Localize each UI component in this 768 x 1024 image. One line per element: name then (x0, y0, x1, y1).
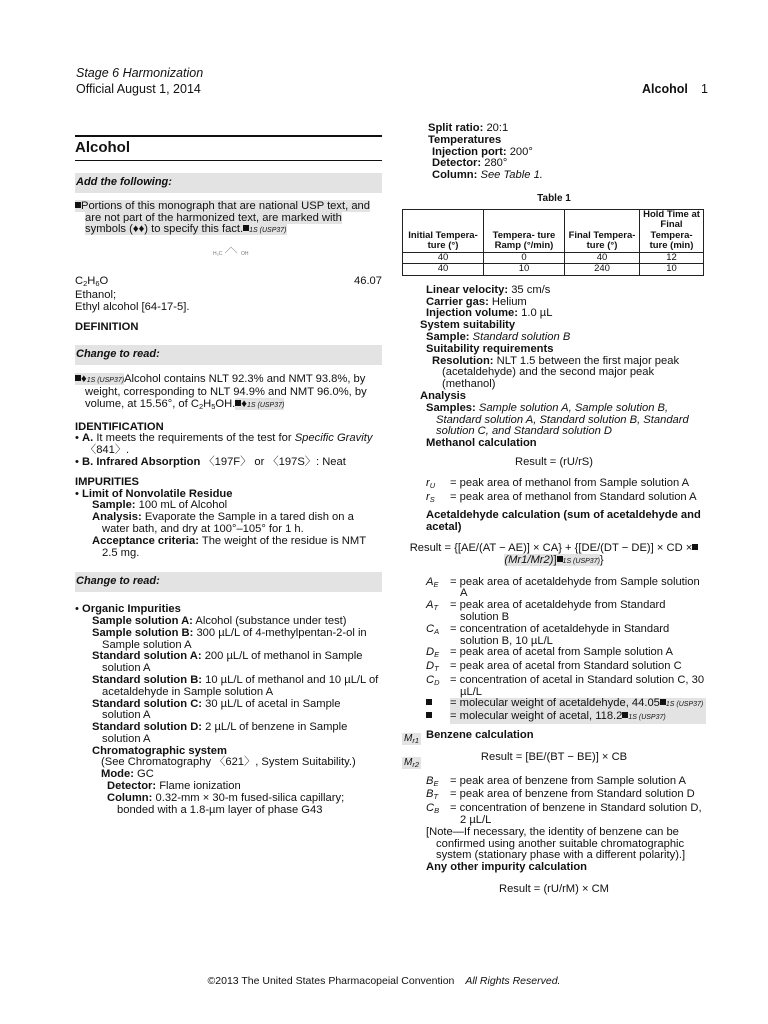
table-header-cell: Hold Time at Final Tempera- ture (min) (640, 209, 704, 252)
right-column (402, 123, 706, 896)
table-header-cell: Final Tempera- ture (°) (565, 209, 640, 252)
formula-line (75, 276, 382, 290)
table-cell: 10 (640, 264, 704, 276)
ss-sample: Sample: Standard solution B (426, 330, 571, 343)
table-row (403, 264, 704, 276)
gradient-table (402, 209, 704, 276)
injection-port: Injection port: 200° (432, 145, 533, 158)
table-title: Table 1 (537, 192, 571, 204)
formula: $C_2H_6O$ (75, 275, 109, 289)
suitability-requirements: Suitability requirements (426, 342, 554, 355)
structure-label-b: OH (241, 251, 249, 258)
copyright: ©2013 The United States Pharmacopeial Convention (207, 975, 455, 987)
resolution: Resolution: NLT 1.5 between the first major peak (acetaldehyde) and the second major peak (methanol) (432, 354, 680, 391)
standard-solution-a: Standard solution A: 200 µL/L of methanol in Sample solution A (92, 650, 363, 675)
identification-heading: IDENTIFICATION (75, 420, 164, 433)
temperatures-heading: Temperatures (428, 133, 502, 146)
nv-analysis: Analysis: Evaporate the Sample in a tared dish on a water bath, and dry at 100°–105° for 1 h. (92, 511, 354, 535)
nv-acceptance: Acceptance criteria: The weight of the residue is NMT 2.5 mg. (92, 534, 366, 559)
other-impurity-calculation: Any other impurity calculation (426, 861, 588, 874)
change-to-read-bar-1: Change to read: (75, 345, 382, 365)
linear-velocity: Linear velocity: 35 cm/s (426, 283, 551, 296)
impurities-heading: IMPURITIES (75, 475, 140, 488)
system-suitability: System suitability (420, 319, 516, 332)
table-cell: 40 (403, 264, 484, 276)
column: Column: 0.32-mm × 30-m fused-silica capillary; bonded with a 1.8-µm layer of phase G43 (107, 791, 345, 816)
add-following-bar: Add the following: (75, 173, 382, 193)
table-cell: 10 (484, 264, 565, 276)
split-ratio: Split ratio: 20:1 (428, 122, 509, 134)
rs-definition: $r_S$ = peak area of methanol from Standard solution A (426, 490, 697, 504)
official-date: Official August 1, 2014 (76, 82, 201, 96)
organic-impurities-heading: • Organic Impurities (75, 603, 181, 616)
stage-label: Stage 6 Harmonization (76, 66, 204, 80)
acetaldehyde-equation-2: (Mr1/Mr2)] 1S (USP37)} (504, 553, 604, 566)
methanol-calculation: Methanol calculation (426, 437, 537, 450)
synonym-2: Ethyl alcohol [64-17-5]. (75, 300, 190, 313)
ae-definition: $A_E$ = peak area of acetaldehyde from Sample solution A (426, 575, 700, 600)
mr1-definition: = molecular weight of acetaldehyde, 44.05 1S (USP37) (402, 698, 706, 711)
mr2-margin-symbol: $M_{r2}$ (404, 757, 420, 769)
structure-bonds (225, 245, 241, 255)
synonym-1: Ethanol; (75, 288, 117, 301)
page-number: 1 (701, 82, 708, 96)
nv-sample: Sample: 100 mL of Alcohol (92, 499, 228, 512)
ru-definition: $r_U$ = peak area of methanol from Sample solution A (426, 476, 690, 490)
cd-definition: $C_D$ = concentration of acetal in Standard solution C, 30 µL/L (426, 673, 705, 698)
structure-label-a: H₃C (213, 251, 223, 258)
standard-solution-d: Standard solution D: 2 µL/L of benzene in Sample solution A (92, 721, 348, 745)
carrier-gas: Carrier gas: Helium (426, 295, 527, 308)
standard-solution-c: Standard solution C: 30 µL/L of acetal in Sample solution A (92, 697, 341, 722)
mr1-margin-symbol: $M_{r1}$ (404, 733, 420, 745)
monograph-title: Alcohol (75, 135, 382, 157)
table-header-cell: Initial Tempera- ture (°) (403, 209, 484, 252)
sample-solution-b: Sample solution B: 300 µL/L of 4-methylpentan-2-ol in Sample solution A (92, 626, 367, 651)
change-to-read-bar-2: Change to read: (75, 572, 382, 592)
rights-reserved: All Rights Reserved. (465, 975, 561, 987)
benzene-note: [Note—If necessary, the identity of benzene can be confirmed using another suitable chromatographic system (stationary phase with a different polarity).] (426, 825, 686, 862)
analysis-heading: Analysis (420, 389, 467, 402)
definition-heading: DEFINITION (75, 320, 139, 333)
table-cell: 40 (565, 252, 640, 264)
mode: Mode: GC (101, 768, 154, 781)
column-temp: Column: See Table 1. (432, 169, 543, 182)
intro-paragraph: Portions of this monograph that are national USP text, and are not part of the harmonized text, are marked with symbols (♦♦) to specify this fact. 1S (USP37) (75, 201, 382, 237)
structure-image (75, 237, 382, 267)
samples: Samples: Sample solution A, Sample solution B, Standard solution A, Standard solution B, Standard solution C, and Standard solution D (426, 401, 689, 438)
standard-solution-b: Standard solution B: 10 µL/L of methanol and 10 µL/L of acetaldehyde in Sample solution A (92, 673, 379, 698)
cb-definition: $C_B$ = concentration of benzene in Standard solution D, 2 µL/L (426, 802, 702, 827)
table-cell: 240 (565, 264, 640, 276)
at-definition: $A_T$ = peak area of acetaldehyde from Standard solution B (426, 599, 666, 623)
chromatographic-system-heading: Chromatographic system (92, 744, 227, 757)
detector-temp: Detector: 280° (432, 157, 508, 170)
nonvolatile-heading: • Limit of Nonvolatile Residue (75, 487, 233, 500)
left-column (75, 135, 382, 816)
identification-b: • B. Infrared Absorption 〈197F〉 or 〈197S〉: Neat (75, 455, 346, 468)
table-cell: 40 (403, 252, 484, 264)
table-header-cell: Tempera- ture Ramp (°/min) (484, 209, 565, 252)
footer (0, 975, 768, 987)
benzene-calculation: Benzene calculation (426, 729, 534, 742)
running-title: Alcohol (642, 82, 688, 96)
de-definition: $D_E$ = peak area of acetal from Sample solution A (426, 646, 673, 660)
bt-definition: $B_T$ = peak area of benzene from Standard solution D (426, 788, 695, 802)
detector: Detector: Flame ionization (107, 780, 241, 793)
methanol-equation: Result = (rU/rS) (514, 455, 593, 468)
injection-volume: Injection volume: 1.0 µL (426, 307, 553, 320)
table-cell: 0 (484, 252, 565, 264)
identification-a: • A. It meets the requirements of the test for Specific Gravity 〈841〉. (75, 432, 373, 457)
other-impurity-equation: Result = (rU/rM) × CM (498, 883, 610, 896)
table-row (403, 252, 704, 264)
be-definition: $B_E$ = peak area of benzene from Sample solution A (426, 774, 687, 788)
molecular-weight: 46.07 (354, 275, 382, 288)
chromatography-see: (See Chromatography 〈621〉, System Suitability.) (101, 756, 356, 769)
definition-text: ♦1S (USP37)Alcohol contains NLT 92.3% and NMT 93.8%, by weight, corresponding to NLT 94.9% and NMT 96.0%, by volume, at 15.56°, of $C_2H_5OH$. ♦1S (USP37) (75, 374, 382, 412)
dt-definition: $D_T$ = peak area of acetal from Standard solution C (426, 660, 682, 674)
ca-definition: $C_A$ = concentration of acetaldehyde in Standard solution B, 10 µL/L (426, 622, 670, 647)
benzene-equation: Result = [BE/(BT − BE)] × CB (480, 750, 628, 763)
table-cell: 12 (640, 252, 704, 264)
acetaldehyde-calculation: Acetaldehyde calculation (sum of acetaldehyde and acetal) (426, 509, 701, 534)
mr2-definition: = molecular weight of acetal, 118.2 1S (USP37) (402, 711, 706, 724)
sample-solution-a: Sample solution A: Alcohol (substance under test) (92, 614, 347, 627)
acetaldehyde-equation: Result = {[AE/(AT − AE)] × CA} + {[DE/(DT − DE)] × CD × (402, 543, 706, 555)
